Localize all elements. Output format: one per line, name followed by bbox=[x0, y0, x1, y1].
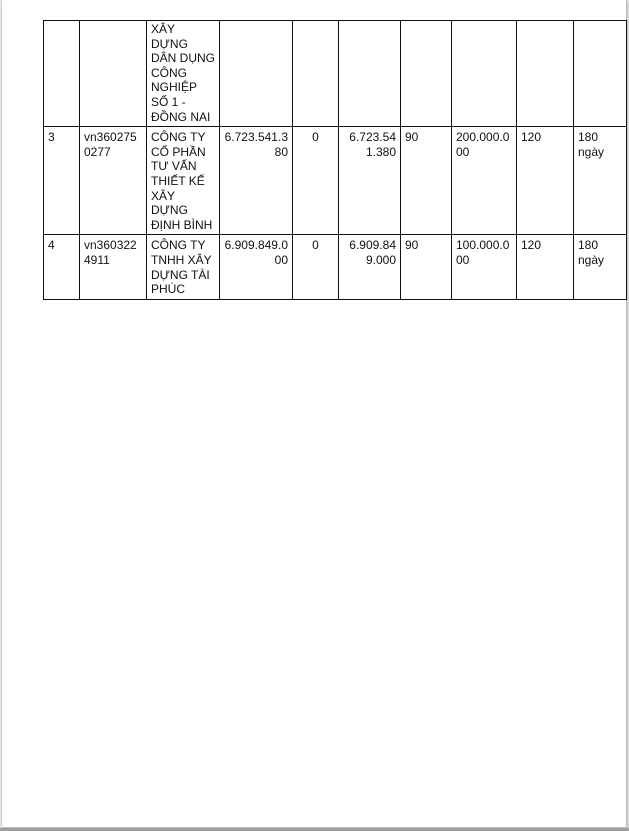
bidder-table bbox=[43, 20, 627, 300]
cell-price-after-discount: 6.723.541.380 bbox=[339, 127, 401, 235]
cell-bid-price: 6.723.541.380 bbox=[220, 127, 293, 235]
table-row-continued bbox=[44, 21, 627, 127]
cell-duration: 180 ngày bbox=[574, 235, 627, 299]
cell-company: CÔNG TY TNHH XÂY DỰNG TÀI PHÚC bbox=[147, 235, 220, 299]
cell-stt: 3 bbox=[44, 127, 80, 235]
table-row bbox=[44, 235, 627, 299]
cell-guarantee: 200.000.000 bbox=[452, 127, 517, 235]
cell-guarantee-days: 120 bbox=[517, 127, 574, 235]
cell-validity: 90 bbox=[401, 235, 452, 299]
cell-bid-price bbox=[220, 21, 293, 127]
cell-guarantee: 100.000.000 bbox=[452, 235, 517, 299]
cell-tax-code bbox=[80, 21, 147, 127]
cell-duration: 180 ngày bbox=[574, 127, 627, 235]
table-row bbox=[44, 127, 627, 235]
document-page bbox=[1, 0, 627, 828]
cell-duration bbox=[574, 21, 627, 127]
cell-price-after-discount bbox=[339, 21, 401, 127]
cell-validity: 90 bbox=[401, 127, 452, 235]
cell-company: CÔNG TY CỔ PHẦN TƯ VẤN THIẾT KẾ XÂY DỰNG ĐỊNH BÌNH bbox=[147, 127, 220, 235]
cell-price-after-discount: 6.909.849.000 bbox=[339, 235, 401, 299]
cell-discount bbox=[293, 21, 339, 127]
cell-discount: 0 bbox=[293, 127, 339, 235]
cell-guarantee bbox=[452, 21, 517, 127]
cell-guarantee-days bbox=[517, 21, 574, 127]
cell-tax-code: vn3603224911 bbox=[80, 235, 147, 299]
cell-stt: 4 bbox=[44, 235, 80, 299]
cell-guarantee-days: 120 bbox=[517, 235, 574, 299]
cell-discount: 0 bbox=[293, 235, 339, 299]
cell-tax-code: vn3602750277 bbox=[80, 127, 147, 235]
cell-validity bbox=[401, 21, 452, 127]
cell-stt bbox=[44, 21, 80, 127]
cell-company: XÂY DỰNG DÂN DỤNG CÔNG NGHIỆP SỐ 1 - ĐỒNG NAI bbox=[147, 21, 220, 127]
cell-bid-price: 6.909.849.000 bbox=[220, 235, 293, 299]
